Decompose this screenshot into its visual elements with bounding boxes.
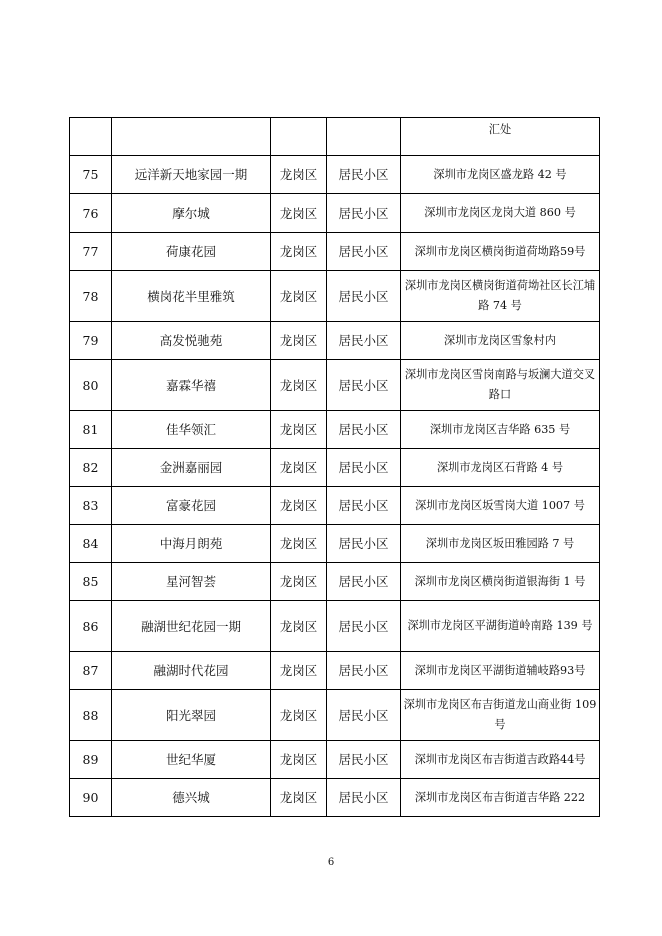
table-row — [70, 652, 600, 690]
table-row — [70, 487, 600, 525]
table-row — [70, 156, 600, 194]
community-name: 摩尔城 — [112, 194, 271, 233]
community-name: 横岗花半里雅筑 — [112, 271, 271, 322]
row-number: 79 — [70, 322, 112, 360]
table-cell — [327, 118, 401, 156]
community-name: 佳华领汇 — [112, 411, 271, 449]
residential-community-table — [69, 117, 600, 817]
table-row — [70, 233, 600, 271]
table-row — [70, 449, 600, 487]
address: 深圳市龙岗区吉华路 635 号 — [401, 411, 600, 449]
table-cell — [271, 118, 327, 156]
address: 深圳市龙岗区龙岗大道 860 号 — [401, 194, 600, 233]
district: 龙岗区 — [271, 194, 327, 233]
address: 深圳市龙岗区坂雪岗大道 1007 号 — [401, 487, 600, 525]
district: 龙岗区 — [271, 525, 327, 563]
community-type: 居民小区 — [327, 487, 401, 525]
address: 深圳市龙岗区平湖街道岭南路 139 号 — [401, 601, 600, 652]
row-number: 81 — [70, 411, 112, 449]
district: 龙岗区 — [271, 487, 327, 525]
community-name: 星河智荟 — [112, 563, 271, 601]
community-name: 高发悦驰苑 — [112, 322, 271, 360]
community-type: 居民小区 — [327, 322, 401, 360]
community-type: 居民小区 — [327, 652, 401, 690]
district: 龙岗区 — [271, 233, 327, 271]
row-number: 75 — [70, 156, 112, 194]
address: 深圳市龙岗区布吉街道吉华路 222 — [401, 779, 600, 817]
row-number: 82 — [70, 449, 112, 487]
table-row — [70, 271, 600, 322]
table-cell — [112, 118, 271, 156]
table-row — [70, 779, 600, 817]
table-row — [70, 322, 600, 360]
row-number: 76 — [70, 194, 112, 233]
table-row — [70, 194, 600, 233]
address: 深圳市龙岗区横岗街道银海街 1 号 — [401, 563, 600, 601]
table-cell — [70, 118, 112, 156]
community-type: 居民小区 — [327, 360, 401, 411]
row-number: 78 — [70, 271, 112, 322]
page-number: 6 — [327, 857, 335, 868]
community-type: 居民小区 — [327, 601, 401, 652]
district: 龙岗区 — [271, 411, 327, 449]
community-type: 居民小区 — [327, 563, 401, 601]
row-number: 84 — [70, 525, 112, 563]
community-name: 富豪花园 — [112, 487, 271, 525]
row-number: 89 — [70, 741, 112, 779]
community-type: 居民小区 — [327, 233, 401, 271]
table-row — [70, 360, 600, 411]
community-type: 居民小区 — [327, 156, 401, 194]
district: 龙岗区 — [271, 156, 327, 194]
district: 龙岗区 — [271, 271, 327, 322]
district: 龙岗区 — [271, 741, 327, 779]
district: 龙岗区 — [271, 690, 327, 741]
row-number: 90 — [70, 779, 112, 817]
community-name: 融湖世纪花园一期 — [112, 601, 271, 652]
address: 深圳市龙岗区横岗街道荷坳路59号 — [401, 233, 600, 271]
address: 深圳市龙岗区雪岗南路与坂澜大道交叉路口 — [401, 360, 600, 411]
community-name: 融湖时代花园 — [112, 652, 271, 690]
district: 龙岗区 — [271, 322, 327, 360]
community-name: 嘉霖华禧 — [112, 360, 271, 411]
row-number: 87 — [70, 652, 112, 690]
row-number: 85 — [70, 563, 112, 601]
row-number: 83 — [70, 487, 112, 525]
community-name: 德兴城 — [112, 779, 271, 817]
district: 龙岗区 — [271, 601, 327, 652]
address: 深圳市龙岗区横岗街道荷坳社区长江埔路 74 号 — [401, 271, 600, 322]
table-row — [70, 525, 600, 563]
community-type: 居民小区 — [327, 690, 401, 741]
community-name: 世纪华厦 — [112, 741, 271, 779]
continued-header-row — [70, 118, 600, 156]
district: 龙岗区 — [271, 779, 327, 817]
community-type: 居民小区 — [327, 741, 401, 779]
community-type: 居民小区 — [327, 779, 401, 817]
table-row — [70, 563, 600, 601]
row-number: 77 — [70, 233, 112, 271]
address: 深圳市龙岗区布吉街道吉政路44号 — [401, 741, 600, 779]
row-number: 88 — [70, 690, 112, 741]
district: 龙岗区 — [271, 360, 327, 411]
community-type: 居民小区 — [327, 194, 401, 233]
community-type: 居民小区 — [327, 449, 401, 487]
community-type: 居民小区 — [327, 411, 401, 449]
community-name: 金洲嘉丽园 — [112, 449, 271, 487]
table-row — [70, 741, 600, 779]
community-name: 远洋新天地家园一期 — [112, 156, 271, 194]
district: 龙岗区 — [271, 563, 327, 601]
address: 深圳市龙岗区布吉街道龙山商业街 109 号 — [401, 690, 600, 741]
community-name: 中海月朗苑 — [112, 525, 271, 563]
address: 深圳市龙岗区平湖街道辅岐路93号 — [401, 652, 600, 690]
table-row — [70, 690, 600, 741]
community-type: 居民小区 — [327, 525, 401, 563]
address-continuation-cell: 汇处 — [401, 118, 600, 156]
address: 深圳市龙岗区坂田雅园路 7 号 — [401, 525, 600, 563]
address: 深圳市龙岗区雪象村内 — [401, 322, 600, 360]
address: 深圳市龙岗区盛龙路 42 号 — [401, 156, 600, 194]
district: 龙岗区 — [271, 652, 327, 690]
table-row — [70, 601, 600, 652]
row-number: 86 — [70, 601, 112, 652]
table-row — [70, 411, 600, 449]
district: 龙岗区 — [271, 449, 327, 487]
community-type: 居民小区 — [327, 271, 401, 322]
address: 深圳市龙岗区石背路 4 号 — [401, 449, 600, 487]
community-name: 阳光翠园 — [112, 690, 271, 741]
row-number: 80 — [70, 360, 112, 411]
community-name: 荷康花园 — [112, 233, 271, 271]
